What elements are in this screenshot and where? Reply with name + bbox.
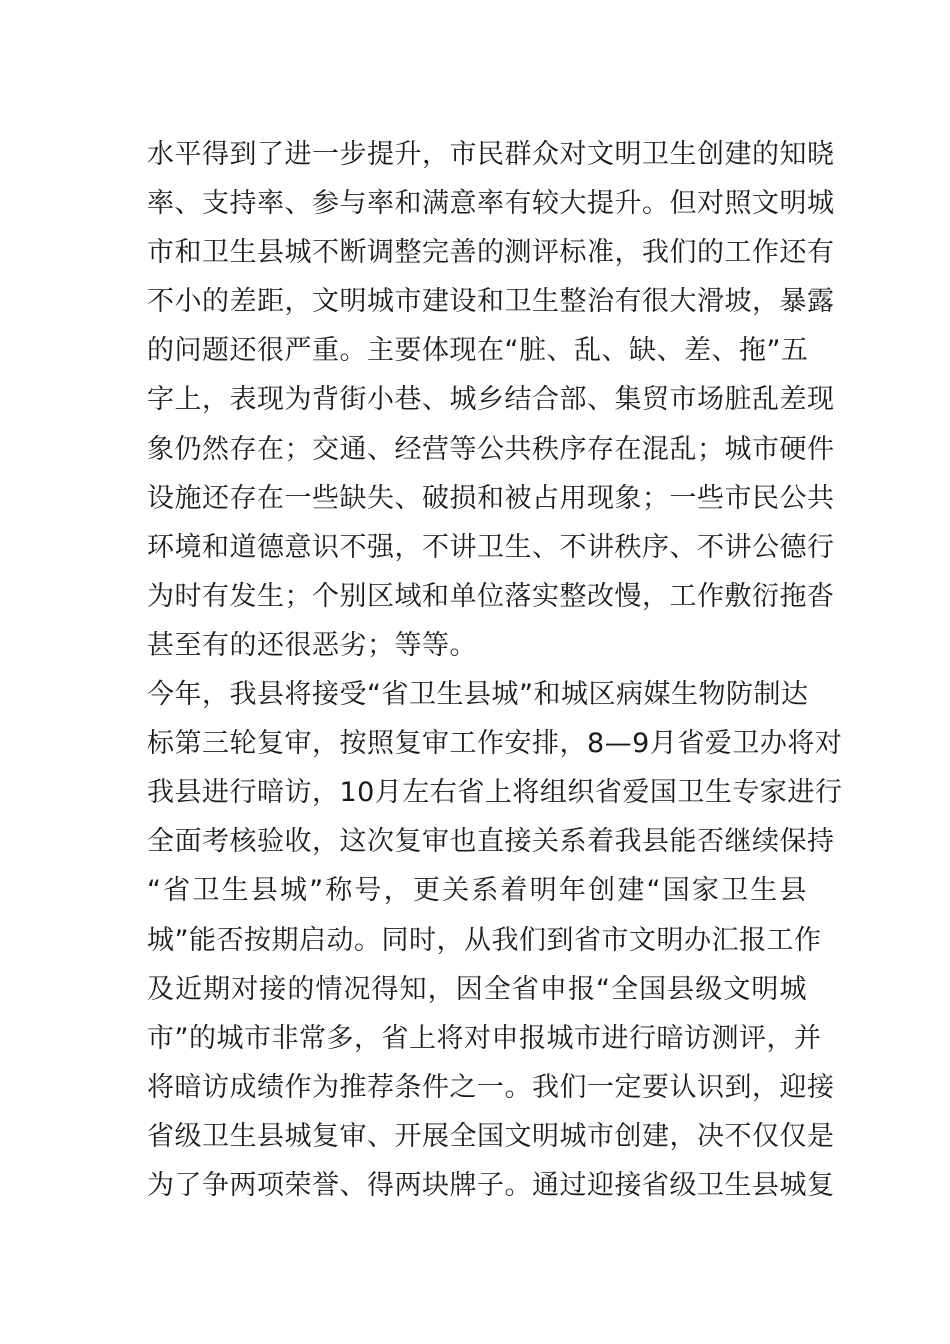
- text-line: 今年，我县将接受“省卫生县城”和城区病媒生物防制达: [147, 679, 809, 711]
- text-line: 象仍然存在；交通、经营等公共秩序存在混乱；城市硬件: [147, 433, 835, 465]
- text-line: 全面考核验收，这次复审也直接关系着我县能否继续保持: [147, 826, 835, 858]
- text-line: 设施还存在一些缺失、破损和被占用现象；一些市民公共: [147, 482, 835, 514]
- text-line: 城”能否按期启动。同时，从我们到省市文明办汇报工作: [147, 924, 822, 956]
- text-line: 将暗访成绩作为推荐条件之一。我们一定要认识到，迎接: [147, 1071, 835, 1103]
- text-line: 市和卫生县城不断调整完善的测评标准，我们的工作还有: [147, 237, 835, 269]
- text-line: 字上，表现为背街小巷、城乡结合部、集贸市场脏乱差现: [147, 384, 835, 416]
- text-line: 的问题还很严重。主要体现在“脏、乱、缺、差、拖”五: [147, 335, 809, 367]
- text-line: 及近期对接的情况得知，因全省申报“全国县级文明城: [147, 973, 807, 1005]
- text-line: 我县进行暗访，10月左右省上将组织省爱国卫生专家进行: [147, 777, 843, 809]
- text-line: 率、支持率、参与率和满意率有较大提升。但对照文明城: [147, 188, 835, 220]
- text-line: 为时有发生；个别区域和单位落实整改慢，工作敷衍拖沓: [147, 580, 835, 612]
- text-line: 水平得到了进一步提升，市民群众对文明卫生创建的知晓: [147, 139, 835, 170]
- text-line: 标第三轮复审，按照复审工作安排，8—9月省爱卫办将对: [147, 728, 843, 760]
- text-line: 甚至有的还很恶劣；等等。: [147, 629, 477, 661]
- text-line: 省级卫生县城复审、开展全国文明城市创建，决不仅仅是: [147, 1120, 835, 1152]
- document-body: [147, 130, 843, 1210]
- text-line: “省卫生县城”称号，更关系着明年创建“国家卫生县: [147, 875, 807, 907]
- text-line: 为了争两项荣誉、得两块牌子。通过迎接省级卫生县城复: [147, 1169, 835, 1201]
- text-line: 环境和道德意识不强，不讲卫生、不讲秩序、不讲公德行: [147, 531, 835, 563]
- text-line: 不小的差距，文明城市建设和卫生整治有很大滑坡，暴露: [147, 286, 835, 318]
- text-line: 市”的城市非常多，省上将对申报城市进行暗访测评，并: [147, 1022, 822, 1054]
